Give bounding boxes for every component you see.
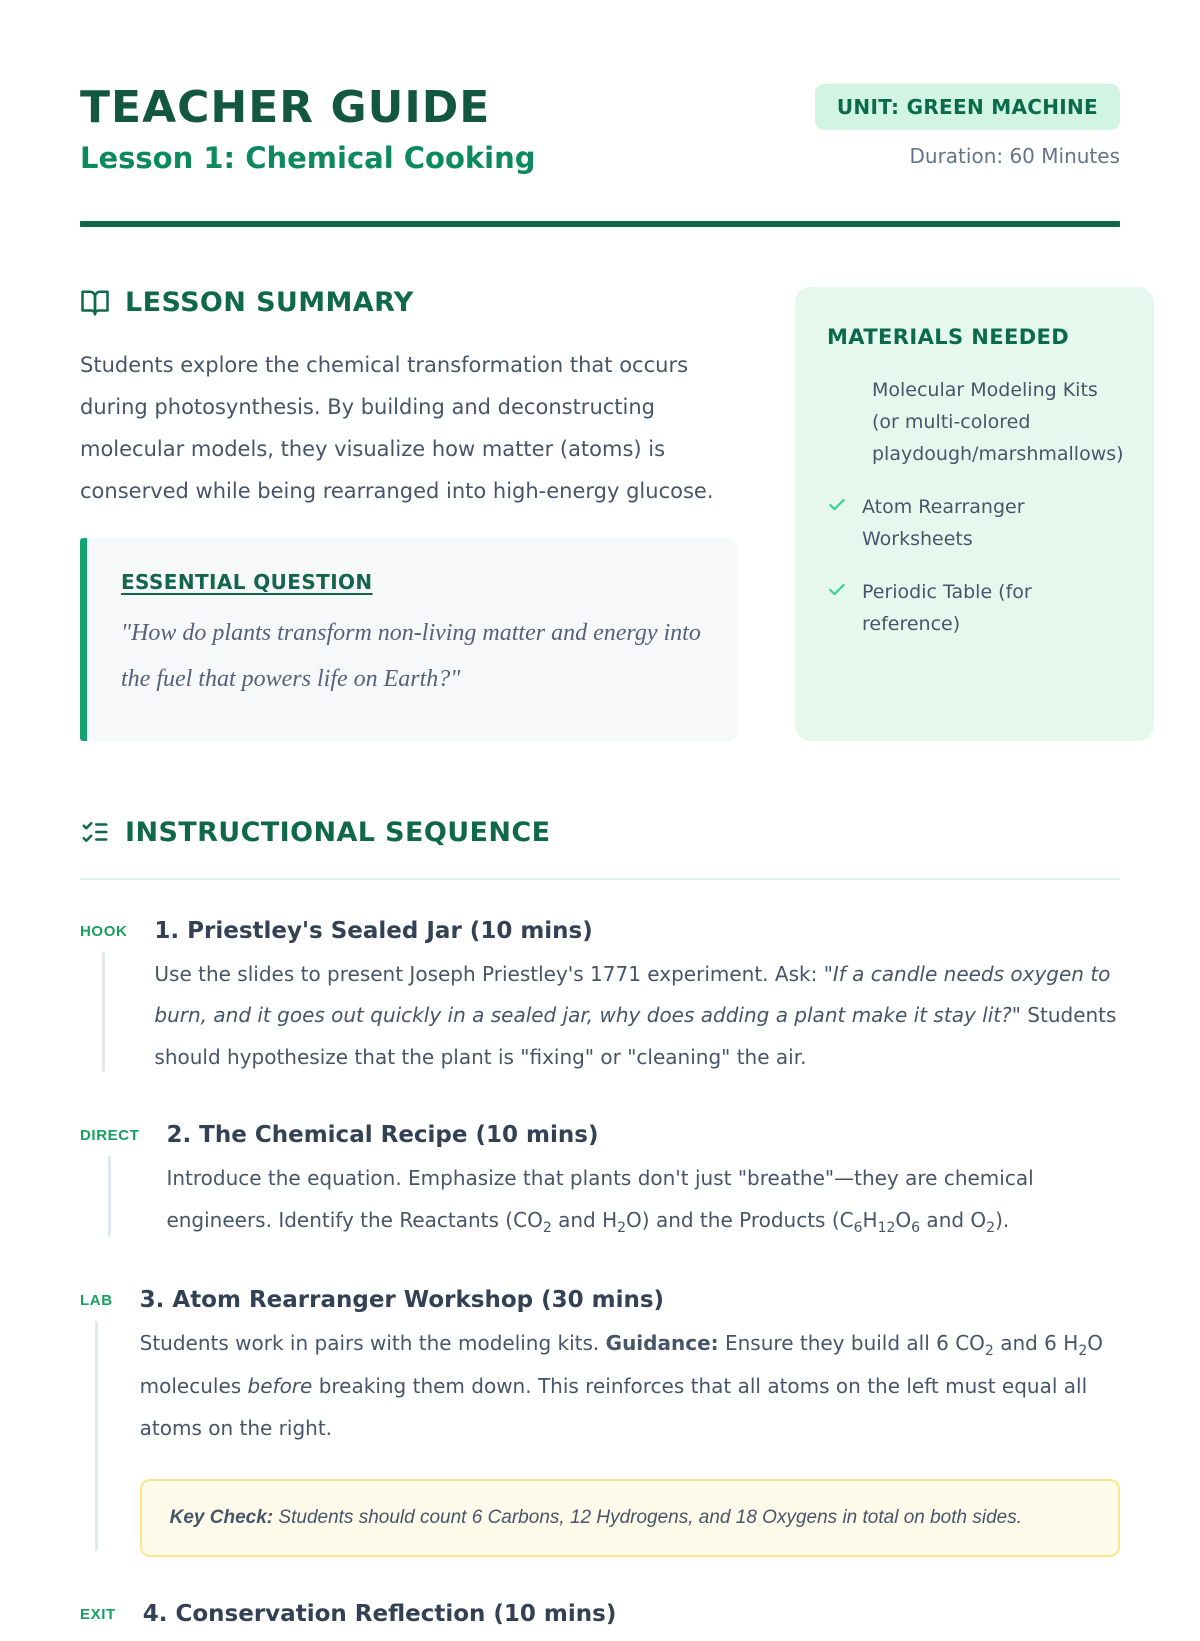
lesson-summary-text: Students explore the chemical transformation that occurs during photosynthesis. By building and deconstructing molecular models, they visualize how matter (atoms) is conserved while being rearranged into high-energy glucose. [80, 353, 714, 504]
step-content [143, 1601, 1120, 1641]
step-exit [80, 1601, 1120, 1641]
materials-needed-card [795, 287, 1154, 740]
lesson-summary-section [80, 287, 737, 740]
step-direct [80, 1122, 1120, 1243]
step-side [80, 918, 127, 1079]
header-meta [815, 84, 1120, 168]
step-body: Introduce the equation. Emphasize that plants don't just "breathe"—they are chemical engineers. Identify the Reactants ($CO_2$ and $H_2O$) and the Products ($C_6H_{12}O_6$ and $O_2$). [166, 1166, 1034, 1236]
step-title: 3. Atom Rearranger Workshop (30 mins) [139, 1287, 665, 1314]
material-item-label: Molecular Modeling Kits (or multi-colored playdough/marshmallows) [872, 379, 1124, 466]
step-tag: HOOK [80, 922, 128, 940]
check-icon [827, 492, 849, 556]
step-body: Students work in pairs with the modeling kits. Guidance: Ensure they build all 6 $CO_2$ and 6 $H_2O$ molecules before breaking them down. This reinforces that all atoms on the left must equal all atoms on the right. [139, 1331, 1103, 1440]
step-tag: LAB [80, 1292, 113, 1310]
open-book-icon [80, 288, 110, 318]
instructional-sequence-heading-label: INSTRUCTIONAL SEQUENCE [125, 816, 551, 848]
header-titles [80, 84, 536, 175]
step-content [166, 1122, 1120, 1243]
steps-list [80, 918, 1120, 1641]
duration-label: Duration: 60 Minutes [909, 144, 1120, 168]
list-checks-icon [80, 817, 110, 847]
instructional-sequence-section [80, 817, 1120, 1641]
step-hook [80, 918, 1120, 1079]
materials-list [827, 375, 1124, 640]
material-item-label: Atom Rearranger Worksheets [862, 496, 1025, 551]
step-timeline [95, 1321, 98, 1551]
step-lab [80, 1287, 1120, 1557]
step-tag: DIRECT [80, 1127, 140, 1145]
materials-heading: MATERIALS NEEDED [827, 325, 1070, 350]
unit-badge: UNIT: GREEN MACHINE [815, 84, 1120, 130]
step-content [140, 1287, 1120, 1557]
essential-question-callout [80, 538, 737, 740]
section-divider [80, 878, 1120, 880]
check-icon [827, 577, 849, 641]
step-body: Use the slides to present Joseph Priestley's 1771 experiment. Ask: "If a candle needs oxygen to burn, and it goes out quickly in a sealed jar, why does adding a plant make it stay lit?" Students should hypothesize that the plant is "fixing" or "cleaning" the air. [154, 961, 1117, 1069]
step-side [80, 1122, 139, 1243]
page-title: TEACHER GUIDE [80, 82, 491, 133]
step-side [80, 1287, 113, 1557]
essential-question-heading: ESSENTIAL QUESTION [121, 570, 373, 595]
header-divider [80, 221, 1120, 227]
essential-question-quote: "How do plants transform non-living matter and energy into the fuel that powers life on Earth?" [121, 620, 701, 693]
step-side [80, 1601, 116, 1641]
instructional-sequence-heading [80, 817, 1120, 848]
list-item [827, 577, 1124, 641]
step-timeline [102, 952, 105, 1073]
lesson-summary-heading [80, 287, 737, 318]
header [80, 84, 1120, 175]
summary-and-materials [80, 287, 1124, 740]
lesson-subtitle: Lesson 1: Chemical Cooking [80, 141, 536, 176]
list-item [827, 492, 1124, 556]
step-content [154, 918, 1120, 1079]
step-title: 2. The Chemical Recipe (10 mins) [166, 1122, 599, 1149]
list-item [827, 375, 1124, 471]
step-timeline [108, 1156, 111, 1237]
step-title: 4. Conservation Reflection (10 mins) [142, 1601, 617, 1628]
step-tag: EXIT [80, 1606, 116, 1624]
key-check-callout: Key Check: Students should count 6 Carbons, 12 Hydrogens, and 18 Oxygens in total on both sides. [140, 1479, 1120, 1557]
step-title: 1. Priestley's Sealed Jar (10 mins) [154, 917, 593, 944]
material-item-label: Periodic Table (for reference) [862, 580, 1032, 635]
lesson-summary-heading-label: LESSON SUMMARY [125, 287, 414, 319]
